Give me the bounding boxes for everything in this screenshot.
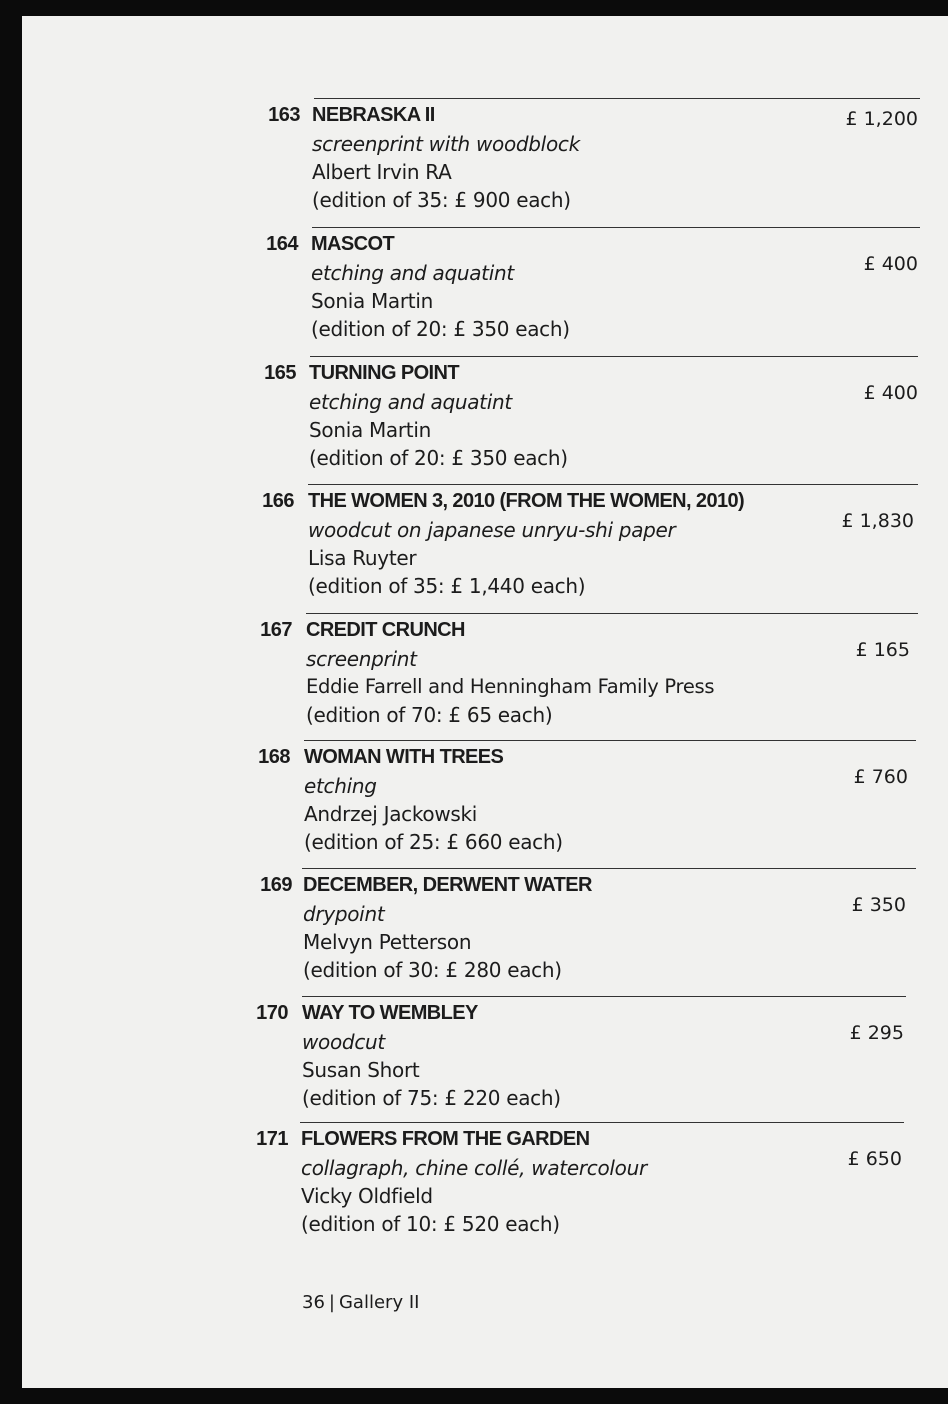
entry-number: 166 bbox=[262, 490, 294, 512]
entry-artist: Albert Irvin RA bbox=[312, 160, 452, 184]
entry-title: WAY TO WEMBLEY bbox=[302, 1002, 478, 1024]
entry-artist: Susan Short bbox=[302, 1058, 420, 1082]
entry-title: NEBRASKA II bbox=[312, 104, 435, 126]
entry-edition: (edition of 35: £ 1,440 each) bbox=[308, 574, 586, 598]
entry-number: 167 bbox=[260, 619, 292, 641]
entry-title: THE WOMEN 3, 2010 (FROM THE WOMEN, 2010) bbox=[308, 490, 745, 512]
entry-title: DECEMBER, DERWENT WATER bbox=[303, 874, 592, 896]
section-name: Gallery II bbox=[338, 1292, 420, 1313]
entry-price: £ 350 bbox=[851, 894, 906, 916]
catalogue-entry bbox=[22, 98, 948, 226]
entry-price: £ 295 bbox=[849, 1022, 904, 1044]
footer-separator: | bbox=[328, 1292, 335, 1313]
entry-number: 171 bbox=[256, 1128, 288, 1150]
entry-price: £ 1,830 bbox=[841, 510, 914, 532]
entry-price: £ 400 bbox=[863, 382, 918, 404]
entry-edition: (edition of 75: £ 220 each) bbox=[302, 1086, 561, 1110]
catalogue-entry bbox=[22, 484, 948, 612]
entry-medium: drypoint bbox=[303, 902, 385, 926]
entry-edition: (edition of 70: £ 65 each) bbox=[306, 703, 553, 727]
entry-edition: (edition of 20: £ 350 each) bbox=[311, 317, 570, 341]
catalogue-entry bbox=[22, 1122, 948, 1250]
entry-artist: Lisa Ruyter bbox=[308, 546, 417, 570]
entry-medium: screenprint bbox=[306, 647, 417, 671]
entry-medium: collagraph, chine collé, watercolour bbox=[301, 1156, 647, 1180]
catalogue-entry bbox=[22, 868, 948, 996]
entry-number: 164 bbox=[266, 233, 298, 255]
entry-number: 169 bbox=[260, 874, 292, 896]
entry-edition: (edition of 30: £ 280 each) bbox=[303, 958, 562, 982]
entry-title: WOMAN WITH TREES bbox=[304, 746, 504, 768]
entry-divider bbox=[304, 740, 916, 741]
entry-artist: Eddie Farrell and Henningham Family Press bbox=[306, 675, 715, 698]
entry-medium: woodcut bbox=[302, 1030, 385, 1054]
entry-title: MASCOT bbox=[311, 233, 395, 255]
entry-number: 163 bbox=[268, 104, 300, 126]
entry-divider bbox=[310, 356, 918, 357]
entry-medium: woodcut on japanese unryu-shi paper bbox=[308, 518, 676, 542]
entry-price: £ 650 bbox=[847, 1148, 902, 1170]
entry-number: 165 bbox=[264, 362, 296, 384]
entry-price: £ 400 bbox=[863, 253, 918, 275]
entry-artist: Andrzej Jackowski bbox=[304, 802, 478, 826]
entry-artist: Vicky Oldfield bbox=[301, 1184, 433, 1208]
page-footer bbox=[302, 1292, 419, 1313]
entry-divider bbox=[302, 996, 906, 997]
entry-divider bbox=[302, 868, 916, 869]
entry-edition: (edition of 35: £ 900 each) bbox=[312, 188, 571, 212]
catalogue-entry bbox=[22, 227, 948, 355]
catalogue-page bbox=[22, 16, 948, 1388]
entry-divider bbox=[306, 613, 918, 614]
entry-title: FLOWERS FROM THE GARDEN bbox=[301, 1128, 590, 1150]
page-number: 36 bbox=[302, 1292, 325, 1313]
entry-artist: Sonia Martin bbox=[311, 289, 433, 313]
entry-divider bbox=[314, 98, 920, 99]
catalogue-entry bbox=[22, 613, 948, 741]
entry-edition: (edition of 20: £ 350 each) bbox=[309, 446, 568, 470]
entry-divider bbox=[300, 1122, 904, 1123]
entry-medium: etching bbox=[304, 774, 377, 798]
entry-number: 168 bbox=[258, 746, 290, 768]
entry-divider bbox=[308, 484, 918, 485]
entry-medium: etching and aquatint bbox=[311, 261, 514, 285]
entry-title: CREDIT CRUNCH bbox=[306, 619, 465, 641]
catalogue-entry bbox=[22, 996, 948, 1124]
entry-price: £ 165 bbox=[855, 639, 910, 661]
catalogue-entry bbox=[22, 740, 948, 868]
entry-number: 170 bbox=[256, 1002, 288, 1024]
entry-divider bbox=[312, 227, 920, 228]
entry-edition: (edition of 25: £ 660 each) bbox=[304, 830, 563, 854]
entry-title: TURNING POINT bbox=[309, 362, 459, 384]
catalogue-entry bbox=[22, 356, 948, 484]
entry-medium: etching and aquatint bbox=[309, 390, 512, 414]
entry-artist: Melvyn Petterson bbox=[303, 930, 472, 954]
entry-price: £ 760 bbox=[853, 766, 908, 788]
entry-price: £ 1,200 bbox=[845, 108, 918, 130]
entry-medium: screenprint with woodblock bbox=[312, 132, 580, 156]
entry-artist: Sonia Martin bbox=[309, 418, 431, 442]
entry-edition: (edition of 10: £ 520 each) bbox=[301, 1212, 560, 1236]
